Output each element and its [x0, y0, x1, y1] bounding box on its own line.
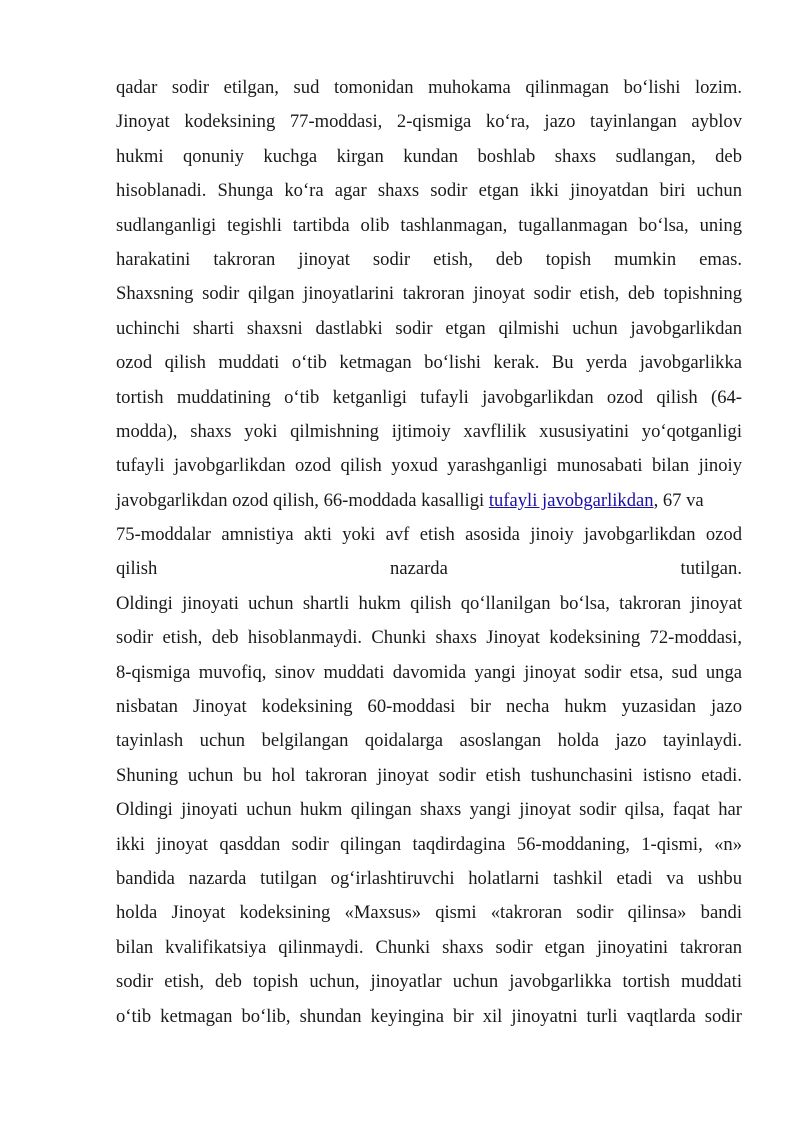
text-line-2: Jinoyat kodeksining 77-moddasi, 2-qismiga ko‘ra, jazo tayinlangan ayblov [116, 111, 742, 133]
link-line-after: , 67 va [653, 489, 704, 511]
text-line-20: tayinlash uchun belgilangan qoidalarga asoslangan holda jazo tayinlaydi. [116, 730, 742, 752]
text-line-5: sudlanganligi tegishli tartibda olib tashlanmagan, tugallanmagan bo‘lsa, uning [116, 214, 742, 236]
text-line-3: hukmi qonuniy kuchga kirgan kundan boshlab shaxs sudlangan, deb [116, 145, 742, 167]
text-line-21: Shuning uchun bu hol takroran jinoyat sodir etish tushunchasini istisno etadi. [116, 764, 742, 786]
text-line-17: sodir etish, deb hisoblanmaydi. Chunki shaxs Jinoyat kodeksining 72-moddasi, [116, 627, 742, 649]
text-line-1: qadar sodir etilgan, sud tomonidan muhokama qilinmagan bo‘lishi lozim. [116, 77, 742, 98]
text-line-28: o‘tib ketmagan bo‘lib, shundan keyingina bir xil jinoyatni turli vaqtlarda sodir [116, 1005, 742, 1027]
text-line-6: harakatini takroran jinoyat sodir etish, deb topish mumkin emas. [116, 248, 742, 270]
text-line-7: Shaxsning sodir qilgan jinoyatlarini takroran jinoyat sodir etish, deb topishning [116, 283, 742, 305]
text-line-13 [116, 484, 742, 518]
text-line-24: bandida nazarda tutilgan og‘irlashtiruvchi holatlarni tashkil etadi va ushbu [116, 867, 742, 889]
text-line-23: ikki jinoyat qasddan sodir qilingan taqdirdagina 56-moddaning, 1-qismi, «n» [116, 833, 742, 855]
text-line-26: bilan kvalifikatsiya qilinmaydi. Chunki shaxs sodir etgan jinoyatini takroran [116, 936, 742, 958]
text-line-18: 8-qismiga muvofiq, sinov muddati davomida yangi jinoyat sodir etsa, sud unga [116, 661, 742, 683]
body-text [116, 71, 742, 1034]
text-line-15: qilish nazarda tutilgan. [116, 558, 742, 580]
text-line-14: 75-moddalar amnistiya akti yoki avf etish asosida jinoiy javobgarlikdan ozod [116, 524, 742, 546]
text-line-4: hisoblanadi. Shunga ko‘ra agar shaxs sodir etgan ikki jinoyatdan biri uchun [116, 180, 742, 202]
text-line-22: Oldingi jinoyati uchun hukm qilingan shaxs yangi jinoyat sodir qilsa, faqat har [116, 799, 742, 821]
text-line-10: tortish muddatining o‘tib ketganligi tufayli javobgarlikdan ozod qilish (64- [116, 386, 742, 408]
text-line-27: sodir etish, deb topish uchun, jinoyatlar uchun javobgarlikka tortish muddati [116, 971, 742, 993]
text-line-19: nisbatan Jinoyat kodeksining 60-moddasi bir necha hukm yuzasidan jazo [116, 696, 742, 718]
text-line-25: holda Jinoyat kodeksining «Maxsus» qismi «takroran sodir qilinsa» bandi [116, 902, 742, 924]
link-line-before: javobgarlikdan ozod qilish, 66-moddada kasalligi [116, 489, 489, 511]
inline-link[interactable]: tufayli javobgarlikdan [488, 489, 654, 511]
text-line-11: modda), shaxs yoki qilmishning ijtimoiy xavflilik xususiyatini yo‘qotganligi [116, 420, 742, 442]
text-line-8: uchinchi sharti shaxsni dastlabki sodir etgan qilmishi uchun javobgarlikdan [116, 317, 742, 339]
text-line-9: ozod qilish muddati o‘tib ketmagan bo‘lishi kerak. Bu yerda javobgarlikka [116, 352, 742, 374]
text-line-12: tufayli javobgarlikdan ozod qilish yoxud yarashganligi munosabati bilan jinoiy [116, 455, 742, 477]
text-line-16: Oldingi jinoyati uchun shartli hukm qilish qo‘llanilgan bo‘lsa, takroran jinoyat [116, 592, 742, 614]
